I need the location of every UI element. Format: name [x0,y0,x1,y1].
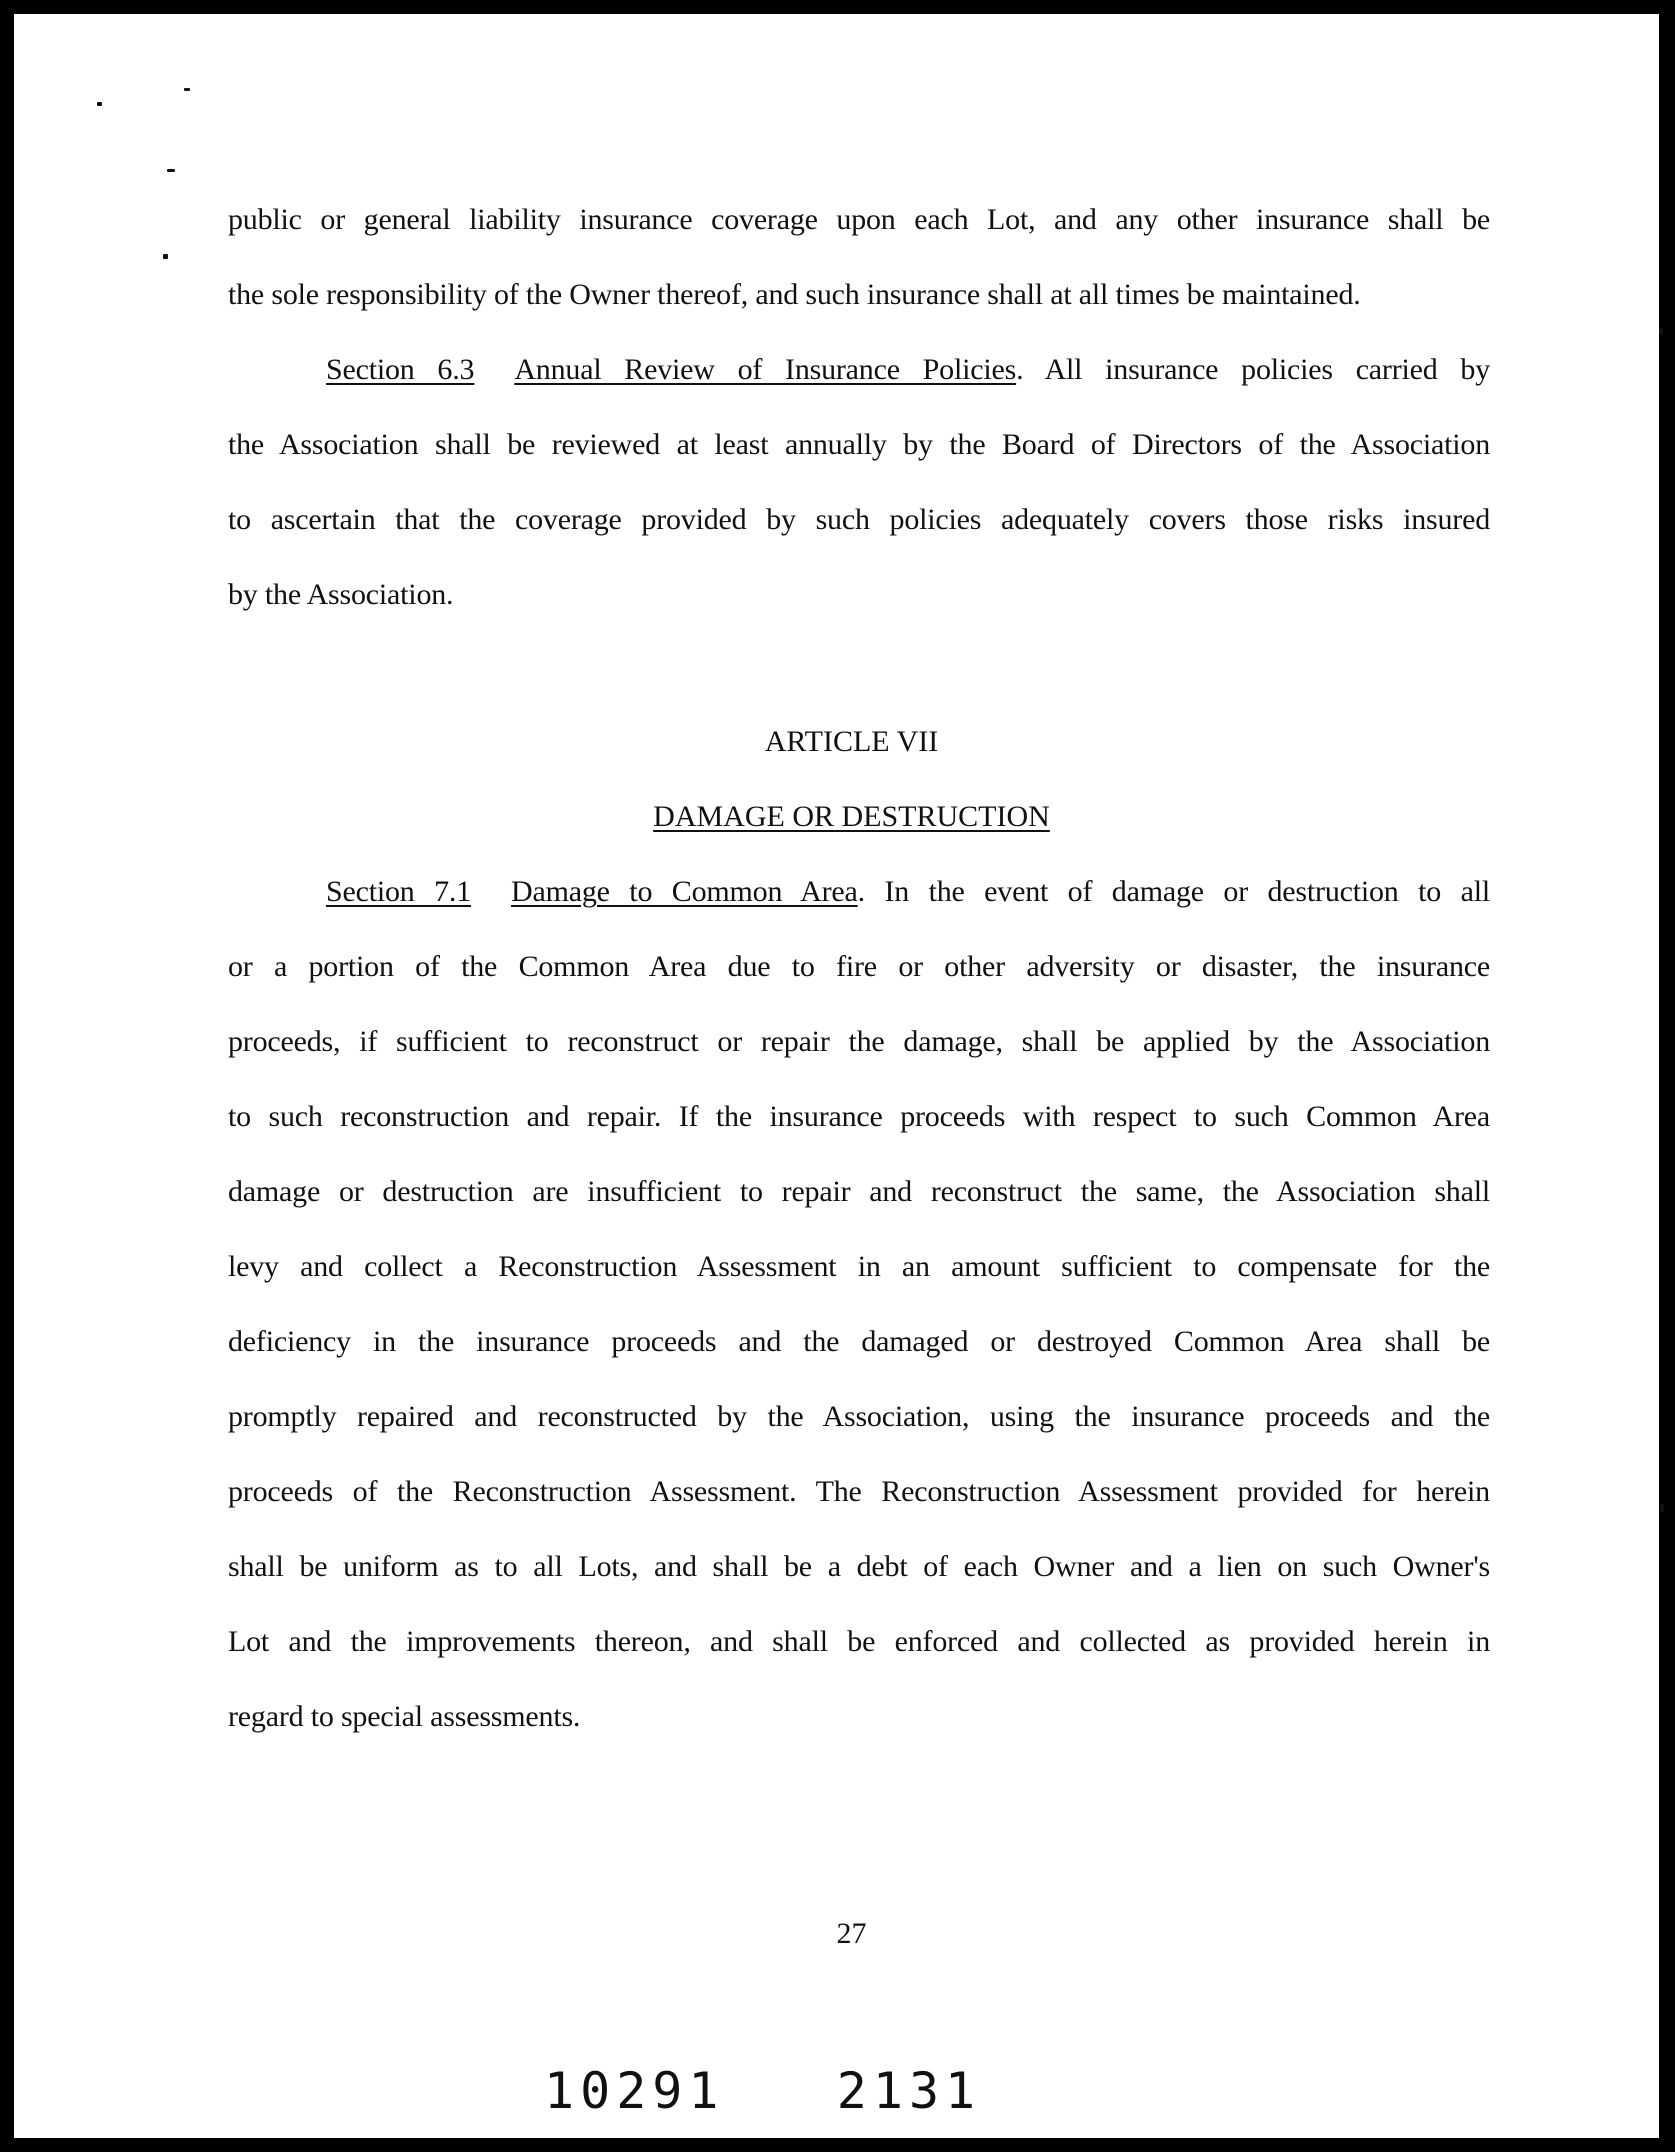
scan-speck [1659,328,1663,334]
article-title-text: DAMAGE OR DESTRUCTION [653,800,1050,833]
section-7-1-first-line-text: . In the event of damage or destruction to all [857,875,1490,908]
continuation-line-2: the sole responsibility of the Owner thereof, and such insurance shall at all times be maintained. [228,278,1361,311]
section-6-3-first-line-text: . All insurance policies carried by [1016,353,1491,386]
article-title [14,799,1675,835]
section-6-3-line-4: by the Association. [228,578,454,611]
scan-speck [167,169,175,172]
section-7-1-number: Section 7.1 [326,875,472,908]
section-6-3-line-3: to ascertain that the coverage provided by such policies adequately covers those risks insured [228,503,1490,536]
section-7-1-line-3: proceeds, if sufficient to reconstruct or repair the damage, shall be applied by the Association [228,1025,1490,1058]
section-6-3-number: Section 6.3 [326,353,475,386]
section-7-1-line-12: regard to special assessments. [228,1700,581,1733]
section-6-3-line-2: the Association shall be reviewed at least annually by the Board of Directors of the Association [228,428,1490,461]
section-7-1-line-5: damage or destruction are insufficient to repair and reconstruct the same, the Association shall [228,1175,1490,1208]
section-7-1-first-line [326,874,1490,910]
scan-speck [97,102,102,106]
page-number: 27 [836,1917,867,1950]
footer-document-code [544,2062,981,2120]
scan-speck [184,88,190,91]
section-7-1-line-9: proceeds of the Reconstruction Assessment. The Reconstruction Assessment provided for herein [228,1475,1490,1508]
section-6-3-first-line [326,352,1490,388]
section-7-1-line-8: promptly repaired and reconstructed by the Association, using the insurance proceeds and the [228,1400,1490,1433]
section-7-1-line-10: shall be uniform as to all Lots, and shall be a debt of each Owner and a lien on such Owner's [228,1550,1490,1583]
article-heading: ARTICLE VII [764,725,939,758]
section-7-1-line-4: to such reconstruction and repair. If the insurance proceeds with respect to such Common Area [228,1100,1490,1133]
section-6-3-title: Annual Review of Insurance Policies [514,353,1017,386]
document-page [14,14,1659,2138]
scan-speck [1660,1504,1664,1512]
scan-speck [163,254,168,259]
footer-code-part-2: 2131 [836,2062,982,2120]
section-7-1-line-7: deficiency in the insurance proceeds and the damaged or destroyed Common Area shall be [228,1325,1490,1358]
section-7-1-line-6: levy and collect a Reconstruction Assessment in an amount sufficient to compensate for the [228,1250,1490,1283]
section-7-1-title: Damage to Common Area [511,875,858,908]
continuation-line-1: public or general liability insurance coverage upon each Lot, and any other insurance shall be [228,203,1490,236]
section-7-1-line-11: Lot and the improvements thereon, and shall be enforced and collected as provided herein in [228,1625,1490,1658]
section-7-1-line-2: or a portion of the Common Area due to fire or other adversity or disaster, the insurance [228,950,1490,983]
footer-code-part-1: 10291 [544,2062,725,2120]
